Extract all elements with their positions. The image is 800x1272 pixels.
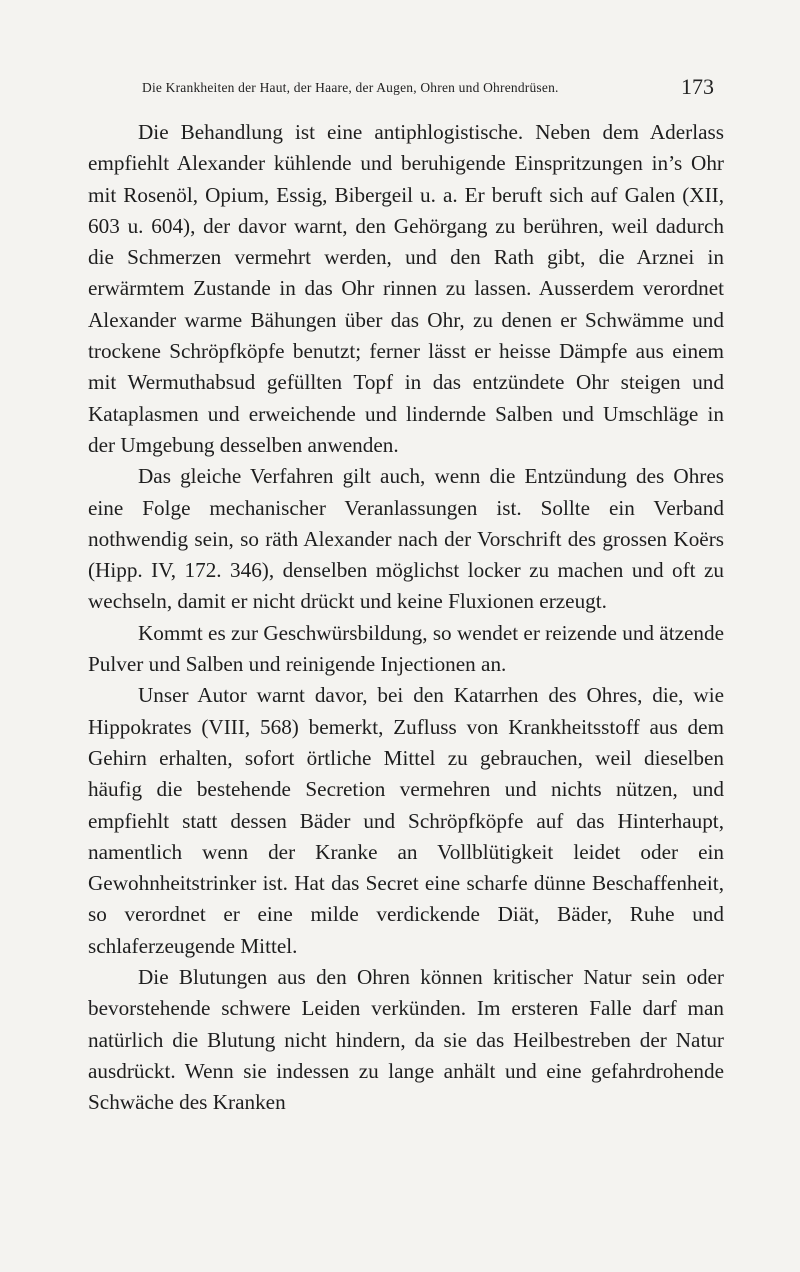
body-text bbox=[88, 117, 724, 1119]
paragraph: Unser Autor warnt davor, bei den Katarrhen des Ohres, die, wie Hippokrates (VIII, 568) bemerkt, Zufluss von Krankheitsstoff aus dem Gehirn erhalten, sofort örtliche Mittel zu gebrauchen, weil dieselben häufig die bestehende Secretion vermehren und nichts nützen, und empfiehlt statt dessen Bäder und Schröpfköpfe auf das Hinterhaupt, namentlich wenn der Kranke an Vollblütigkeit leidet oder ein Gewohnheitstrinker ist. Hat das Secret eine scharfe dünne Beschaffenheit, so verordnet er eine milde verdickende Diät, Bäder, Ruhe und schlaferzeugende Mittel. bbox=[88, 683, 724, 958]
paragraph: Die Behandlung ist eine antiphlogistische. Neben dem Aderlass empfiehlt Alexander kühlende und beruhigende Einspritzungen in’s Ohr mit Rosenöl, Opium, Essig, Bibergeil u. a. Er beruft sich auf Galen (XII, 603 u. 604), der davor warnt, den Gehörgang zu berühren, weil dadurch die Schmerzen vermehrt werden, und den Rath gibt, die Arznei in erwärmtem Zustande in das Ohr rinnen zu lassen. Ausserdem verordnet Alexander warme Bähungen über das Ohr, zu denen er Schwämme und trockene Schröpfköpfe benutzt; ferner lässt er heisse Dämpfe aus einem mit Wermuthabsud gefüllten Topf in das entzündete Ohr steigen und Kataplasmen und erweichende und lindernde Salben und Umschläge in der Umgebung desselben anwenden. bbox=[88, 120, 724, 457]
running-title: Die Krankheiten der Haut, der Haare, der Augen, Ohren und Ohrendrüsen. bbox=[142, 80, 559, 95]
paragraph: Kommt es zur Geschwürsbildung, so wendet er reizende und ätzende Pulver und Salben und reinigende Injectionen an. bbox=[88, 620, 724, 677]
paragraph: Das gleiche Verfahren gilt auch, wenn die Entzündung des Ohres eine Folge mechanischer Veranlassungen ist. Sollte ein Verband nothwendig sein, so räth Alexander nach der Vorschrift des grossen Koërs (Hipp. IV, 172. 346), denselben möglichst locker zu machen und oft zu wechseln, damit er nicht drückt und keine Fluxionen erzeugt. bbox=[88, 464, 724, 614]
page-number: 173 bbox=[681, 74, 714, 99]
paragraph: Die Blutungen aus den Ohren können kritischer Natur sein oder bevorstehende schwere Leiden verkünden. Im ersteren Falle darf man natürlich die Blutung nicht hindern, da sie das Heilbestreben der Natur ausdrückt. Wenn sie indessen zu lange anhält und eine gefahrdrohende Schwäche des Kranken bbox=[88, 965, 724, 1115]
page-header bbox=[88, 72, 720, 102]
